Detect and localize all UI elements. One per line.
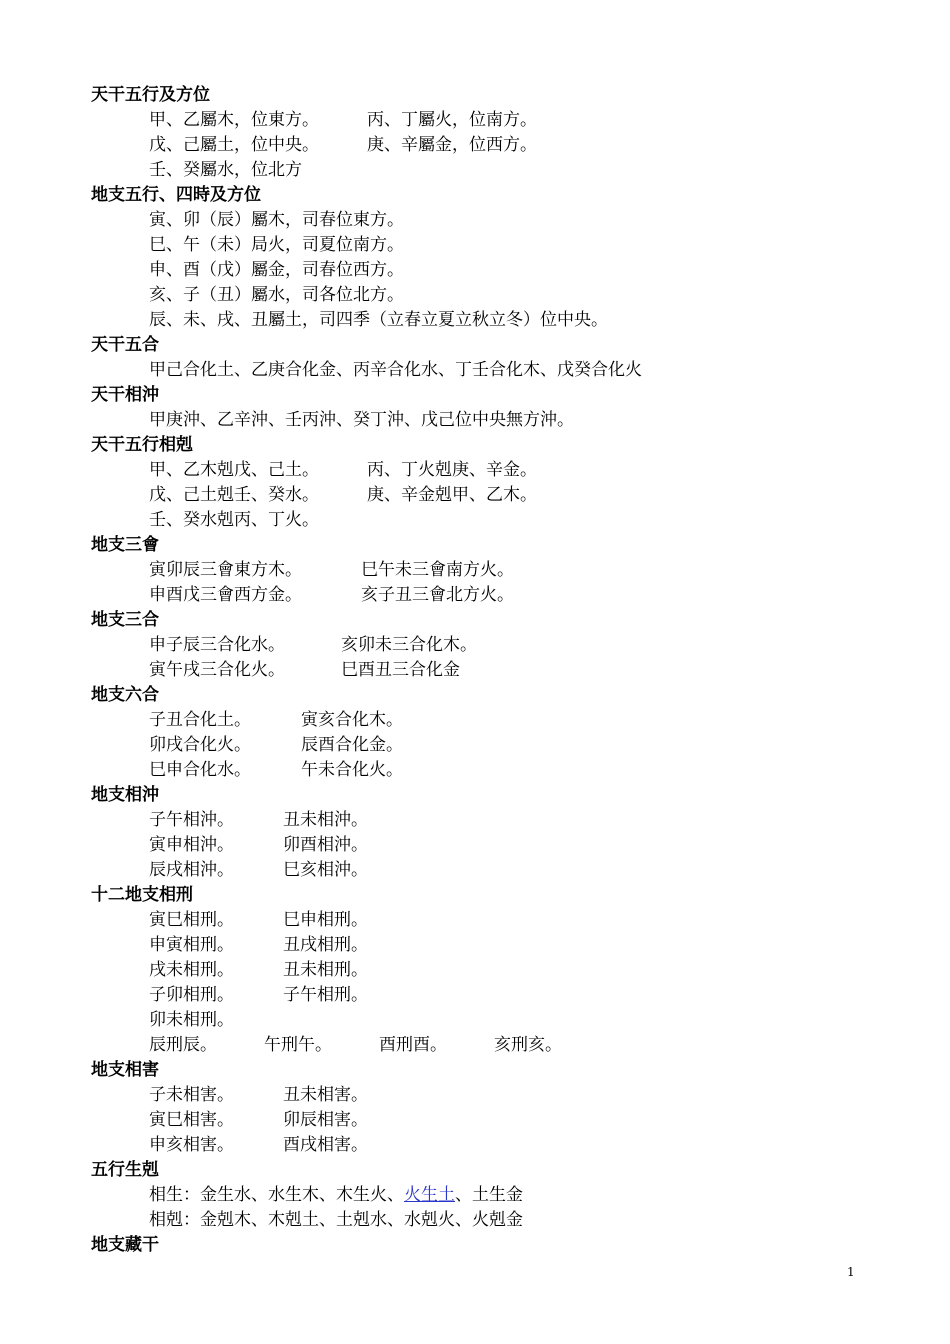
text-line	[91, 1083, 891, 1108]
text-segment: 子午相沖。	[149, 810, 234, 830]
section-heading: 十二地支相刑	[91, 885, 193, 905]
text-segment: 寅午戌三合化火。	[149, 660, 285, 680]
text-line	[91, 583, 891, 608]
text-segment: 亥子丑三會北方火。	[361, 585, 514, 605]
text-line	[91, 483, 891, 508]
text-segment: 子丑合化土。	[149, 710, 251, 730]
text-line	[91, 358, 891, 383]
text-segment: 寅巳相刑。	[149, 910, 234, 930]
text-line	[91, 658, 891, 683]
document-body	[91, 83, 891, 1158]
text-segment: 酉刑酉。	[379, 1035, 447, 1055]
ke-line: 相剋：金剋木、木剋土、土剋水、水剋火、火剋金	[149, 1210, 523, 1230]
text-segment: 戊、己屬土，位中央。	[149, 135, 319, 155]
text-segment: 卯酉相沖。	[283, 835, 368, 855]
text-segment: 丑未相沖。	[283, 810, 368, 830]
text-segment: 卯辰相害。	[283, 1110, 368, 1130]
text-segment: 丑未相害。	[283, 1085, 368, 1105]
text-line	[91, 133, 891, 158]
text-line	[91, 1033, 891, 1058]
text-line	[91, 408, 891, 433]
section-heading: 天干相沖	[91, 385, 159, 405]
text-segment: 午刑午。	[264, 1035, 332, 1055]
text-line	[91, 708, 891, 733]
text-line	[91, 558, 891, 583]
text-segment: 巳亥相沖。	[283, 860, 368, 880]
text-segment: 子未相害。	[149, 1085, 234, 1105]
text-segment: 壬、癸水剋丙、丁火。	[149, 510, 319, 530]
text-segment: 子午相刑。	[283, 985, 368, 1005]
text-segment: 午未合化火。	[301, 760, 403, 780]
text-line	[91, 983, 891, 1008]
text-segment: 戊、己土剋壬、癸水。	[149, 485, 319, 505]
text-segment: 丑戌相刑。	[283, 935, 368, 955]
text-line	[91, 908, 891, 933]
text-segment: 壬、癸屬水，位北方	[149, 160, 302, 180]
text-segment: 庚、辛屬金，位西方。	[367, 135, 537, 155]
section-heading: 地支相沖	[91, 785, 159, 805]
text-line	[91, 958, 891, 983]
text-line	[91, 808, 891, 833]
sheng-line	[91, 1183, 523, 1208]
text-segment: 申、酉（戊）屬金，司春位西方。	[149, 260, 404, 280]
section-heading: 地支相害	[91, 1060, 159, 1080]
text-segment: 辰酉合化金。	[301, 735, 403, 755]
section-heading: 地支三合	[91, 610, 159, 630]
text-line	[91, 933, 891, 958]
text-line	[91, 108, 891, 133]
text-segment: 亥刑亥。	[494, 1035, 562, 1055]
text-segment: 甲、乙屬木，位東方。	[149, 110, 319, 130]
text-segment: 辰刑辰。	[149, 1035, 217, 1055]
text-segment: 甲、乙木剋戊、己土。	[149, 460, 319, 480]
text-segment: 巳午未三會南方火。	[361, 560, 514, 580]
section-heading: 五行生剋	[91, 1160, 159, 1180]
text-line	[91, 508, 891, 533]
text-segment: 巳申相刑。	[283, 910, 368, 930]
sheng-suffix: 、土生金	[455, 1185, 523, 1205]
text-segment: 申寅相刑。	[149, 935, 234, 955]
text-line	[91, 458, 891, 483]
text-line	[91, 833, 891, 858]
text-segment: 巳酉丑三合化金	[341, 660, 460, 680]
text-segment: 巳、午（未）局火，司夏位南方。	[149, 235, 404, 255]
section-heading: 天干五行及方位	[91, 85, 210, 105]
text-segment: 寅巳相害。	[149, 1110, 234, 1130]
text-line	[91, 158, 891, 183]
text-line	[91, 858, 891, 883]
sheng-link[interactable]: 火生土	[404, 1185, 455, 1205]
text-segment: 甲庚沖、乙辛沖、壬丙沖、癸丁沖、戊己位中央無方沖。	[149, 410, 574, 430]
text-line	[91, 733, 891, 758]
text-line	[91, 1108, 891, 1133]
text-line	[91, 283, 891, 308]
text-segment: 甲己合化土、乙庚合化金、丙辛合化水、丁壬合化木、戊癸合化火	[149, 360, 642, 380]
section-heading: 天干五行相剋	[91, 435, 193, 455]
text-segment: 辰戌相沖。	[149, 860, 234, 880]
text-segment: 卯戌合化火。	[149, 735, 251, 755]
text-segment: 寅亥合化木。	[301, 710, 403, 730]
text-segment: 巳申合化水。	[149, 760, 251, 780]
text-segment: 辰、未、戌、丑屬土，司四季（立春立夏立秋立冬）位中央。	[149, 310, 608, 330]
section-heading: 地支三會	[91, 535, 159, 555]
section-heading: 地支五行、四時及方位	[91, 185, 261, 205]
text-segment: 亥卯未三合化木。	[341, 635, 477, 655]
text-segment: 庚、辛金剋甲、乙木。	[367, 485, 537, 505]
text-segment: 丑未相刑。	[283, 960, 368, 980]
text-segment: 丙、丁火剋庚、辛金。	[367, 460, 537, 480]
text-segment: 戌未相刑。	[149, 960, 234, 980]
section-heading: 天干五合	[91, 335, 159, 355]
text-segment: 申子辰三合化水。	[149, 635, 285, 655]
text-line	[91, 758, 891, 783]
text-line	[91, 1008, 891, 1033]
text-segment: 丙、丁屬火，位南方。	[367, 110, 537, 130]
text-segment: 寅、卯（辰）屬木，司春位東方。	[149, 210, 404, 230]
sheng-prefix: 相生：金生水、水生木、木生火、	[149, 1185, 404, 1205]
text-segment: 子卯相刑。	[149, 985, 234, 1005]
page-number: 1	[847, 1265, 855, 1279]
text-line	[91, 208, 891, 233]
section-heading: 地支六合	[91, 685, 159, 705]
text-line	[91, 233, 891, 258]
text-segment: 寅卯辰三會東方木。	[149, 560, 302, 580]
wuxing-section	[91, 1158, 523, 1258]
text-segment: 亥、子（丑）屬水，司各位北方。	[149, 285, 404, 305]
text-segment: 酉戌相害。	[283, 1135, 368, 1155]
text-line	[91, 633, 891, 658]
text-line	[91, 258, 891, 283]
text-line	[91, 308, 891, 333]
section-heading-last: 地支藏干	[91, 1235, 159, 1255]
text-segment: 寅申相沖。	[149, 835, 234, 855]
text-segment: 申酉戊三會西方金。	[149, 585, 302, 605]
text-segment: 申亥相害。	[149, 1135, 234, 1155]
text-line	[91, 1133, 891, 1158]
text-segment: 卯未相刑。	[149, 1010, 234, 1030]
